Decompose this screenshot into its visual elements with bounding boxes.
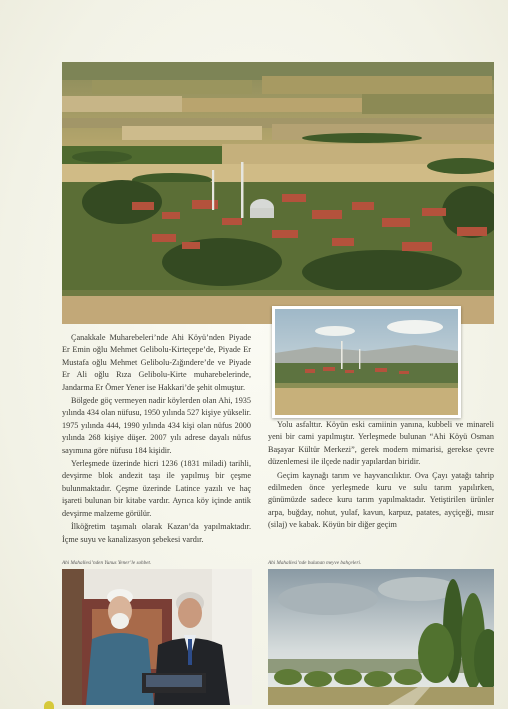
paragraph-livelihood: Geçim kaynağı tarım ve hayvancılıktır. Ova Çayı yatağı tahrip edilmeden önce yerleşmede kuru ve sulu tarım yapılırken, günümüzde sadece kuru tarım yapılmaktadır. Yetiştirilen ürünler arpa, buğday, nohut, yulaf, kavun, karpuz, patates, ayçiçeği, mısır (silaj) ve kabak. Köyün bir diğer geçim [268,470,494,530]
conversation-photo [62,569,252,705]
photo-caption-left: Ahi Mahallesi’nden Yunus Yener’le sohbet. [62,560,152,566]
page-corner-mark [44,701,54,709]
article-right-column [268,419,494,532]
village-distant-photo [272,306,461,418]
paragraph-martyrs: Çanakkale Muharebeleri’nde Ahi Köyü’nden Piyade Er Emin oğlu Mehmet Gelibolu-Kirteçepe’de, Piyade Er Mustafa oğlu Mehmet Gelibolu-Zığındere’de ve Piyade Er Ali oğlu Rıza Gelibolu-Kirte muharebelerinde, Jandarma Er Ömer Yener ise Hakkari’de şehit olmuştur. [62,333,251,392]
photo-caption-right: Ahi Mahallesi’nde bulunan meyve bahçeleri. [268,560,362,566]
paragraph-population: Bölgede göç vermeyen nadir köylerden olan Ahi, 1935 yılında 434 olan nüfusu, 1950 yılında 527 kişiye yükselir. 1975 yılında 444, 1990 yılında 434 kişi olan nüfus 2000 yılında 268 kişiye düşer. 2007 yılı adrese dayalı nüfus sayımına göre nüfusu 184 kişidir. [62,396,251,455]
village-aerial-photo [62,62,494,324]
orchard-landscape-photo [268,569,494,705]
paragraph-road-mosque: Yolu asfalttır. Köyün eski camiinin yanına, kubbeli ve minareli yeni bir cami yapılmıştır. Yerleşmede bulunan “Ahi Köyü Osman Başayar Kültür Merkezi”, gerek modern mimarisi, gerekse çevre düzenlemesi ile ilçede nadir yapılardan biridir. [268,420,494,467]
article-left-column [62,332,251,546]
paragraph-education: İlköğretim taşımalı olarak Kazan’da yapılmaktadır. İçme suyu ve kanalizasyon şebekesi vardır. [62,522,251,544]
paragraph-fountain: Yerleşmede üzerinde hicri 1236 (1831 miladi) tarihli, devşirme blok andezit taşı ile yapılmış bir çeşme bulunmaktadır. Çeşme üzerinde Latince yazılı ve haç işareti bulunan bir kitabe vardır. Ayrıca köy içinde antik devşirme malzeme görülür. [62,459,251,518]
